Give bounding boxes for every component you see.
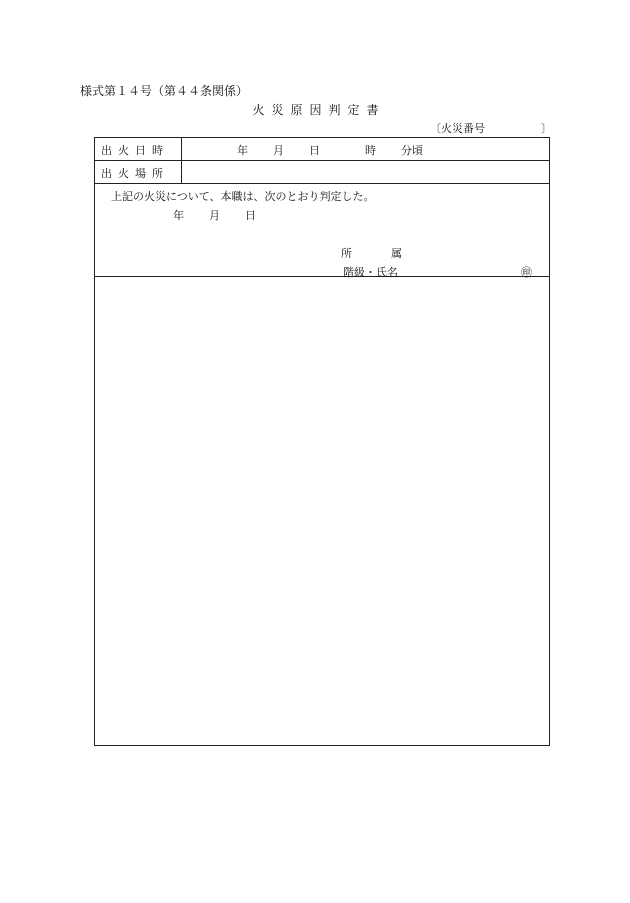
form-frame xyxy=(94,137,550,746)
form-number: 様式第１４号（第４４条関係） xyxy=(80,84,249,98)
fire-datetime-label: 出火日時 xyxy=(101,144,169,157)
judgment-month-label: 月 xyxy=(209,209,220,222)
judgment-content-area xyxy=(95,277,549,745)
rank-name-label: 階級・氏名 xyxy=(343,266,398,279)
row-divider-1 xyxy=(95,160,549,161)
fire-minute-label: 分頃 xyxy=(401,144,423,157)
fire-day-label: 日 xyxy=(309,144,320,157)
fire-year-label: 年 xyxy=(237,144,248,157)
fire-month-label: 月 xyxy=(273,144,284,157)
affiliation-label-first: 所 xyxy=(341,247,352,260)
seal-mark: ㊞ xyxy=(521,266,532,279)
document-title: 火災原因判定書 xyxy=(252,103,386,117)
fire-number-field xyxy=(430,120,552,136)
fire-number-label: 〔火災番号 xyxy=(430,122,485,135)
judgment-day-label: 日 xyxy=(245,209,256,222)
row-divider-2 xyxy=(95,183,549,184)
judgment-year-label: 年 xyxy=(173,209,184,222)
fire-hour-label: 時 xyxy=(365,144,376,157)
fire-place-label: 出火場所 xyxy=(101,167,169,180)
label-column-divider xyxy=(181,138,182,183)
affiliation-label-second: 属 xyxy=(391,247,402,260)
declaration-text: 上記の火災について、本職は、次のとおり判定した。 xyxy=(111,190,375,203)
fire-number-close-bracket: 〕 xyxy=(541,122,552,135)
